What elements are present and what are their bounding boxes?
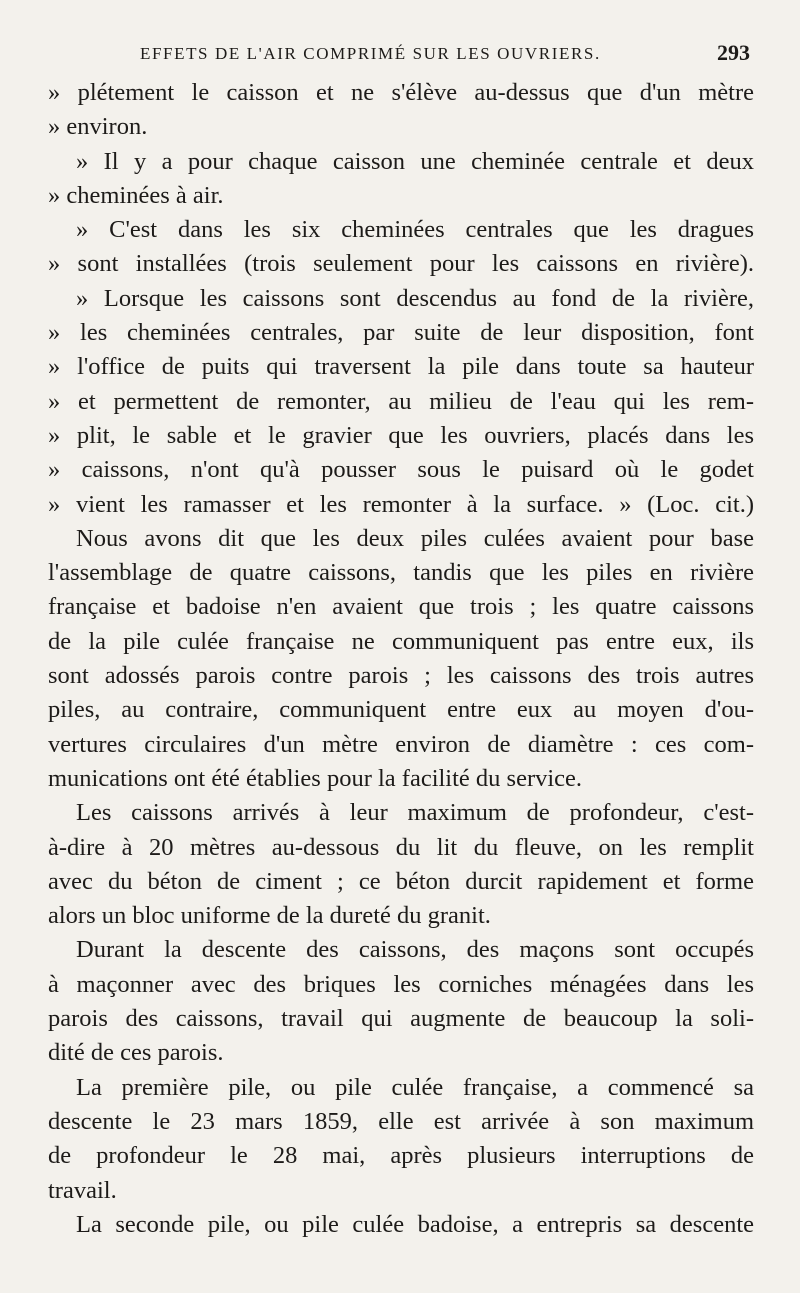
text-line: » cheminées à air. bbox=[48, 181, 224, 209]
text-line: » plit, le sable et le gravier que les ouvriers, placés dans les bbox=[48, 421, 754, 449]
text-line: » les cheminées centrales, par suite de leur disposition, font bbox=[48, 319, 754, 347]
text-line: » l'office de puits qui traversent la pile dans toute sa hauteur bbox=[48, 353, 754, 381]
text-line: à maçonner avec des briques les corniches ménagées dans les bbox=[48, 970, 754, 998]
text-line: La seconde pile, ou pile culée badoise, a entrepris sa descente bbox=[76, 1210, 754, 1238]
text-line: Durant la descente des caissons, des maçons sont occupés bbox=[76, 936, 754, 964]
page-header bbox=[48, 40, 754, 76]
text-line: parois des caissons, travail qui augmente de beaucoup la soli- bbox=[48, 1005, 754, 1033]
page-number: 293 bbox=[717, 40, 750, 65]
text-line: » vient les ramasser et les remonter à la surface. » (Loc. cit.) bbox=[48, 490, 754, 518]
text-line: » sont installées (trois seulement pour les caissons en rivière). bbox=[48, 250, 754, 278]
text-line: dité de ces parois. bbox=[48, 1039, 224, 1067]
text-line: l'assemblage de quatre caissons, tandis que les piles en rivière bbox=[48, 559, 754, 587]
text-line: » environ. bbox=[48, 113, 148, 141]
text-line: sont adossés parois contre parois ; les caissons des trois autres bbox=[48, 662, 754, 690]
text-line: » Il y a pour chaque caisson une cheminée centrale et deux bbox=[76, 147, 754, 175]
text-line: Les caissons arrivés à leur maximum de profondeur, c'est- bbox=[76, 799, 754, 827]
running-head: EFFETS DE L'AIR COMPRIMÉ SUR LES OUVRIERS. bbox=[140, 44, 601, 63]
text-line: de la pile culée française ne communiquent pas entre eux, ils bbox=[48, 627, 754, 655]
text-line: alors un bloc uniforme de la dureté du granit. bbox=[48, 902, 491, 930]
text-line: piles, au contraire, communiquent entre eux au moyen d'ou- bbox=[48, 696, 754, 724]
text-line: La première pile, ou pile culée française, a commencé sa bbox=[76, 1073, 754, 1101]
text-line: de profondeur le 28 mai, après plusieurs interruptions de bbox=[48, 1142, 754, 1170]
text-line: » plétement le caisson et ne s'élève au-dessus que d'un mètre bbox=[48, 79, 754, 106]
text-line: vertures circulaires d'un mètre environ de diamètre : ces com- bbox=[48, 730, 754, 758]
text-line: travail. bbox=[48, 1176, 117, 1204]
text-line: Nous avons dit que les deux piles culées avaient pour base bbox=[76, 524, 754, 552]
text-line: munications ont été établies pour la facilité du service. bbox=[48, 764, 583, 792]
text-line: » et permettent de remonter, au milieu de l'eau qui les rem- bbox=[48, 387, 754, 415]
text-line: » C'est dans les six cheminées centrales que les dragues bbox=[76, 216, 754, 244]
body-text bbox=[48, 76, 754, 1242]
text-line: descente le 23 mars 1859, elle est arrivée à son maximum bbox=[48, 1107, 754, 1135]
text-line: à-dire à 20 mètres au-dessous du lit du fleuve, on les remplit bbox=[48, 833, 754, 861]
text-line: française et badoise n'en avaient que trois ; les quatre caissons bbox=[48, 593, 754, 621]
text-line: avec du béton de ciment ; ce béton durcit rapidement et forme bbox=[48, 867, 754, 895]
text-line: » Lorsque les caissons sont descendus au fond de la rivière, bbox=[76, 284, 754, 312]
text-line: » caissons, n'ont qu'à pousser sous le puisard où le godet bbox=[48, 456, 754, 484]
